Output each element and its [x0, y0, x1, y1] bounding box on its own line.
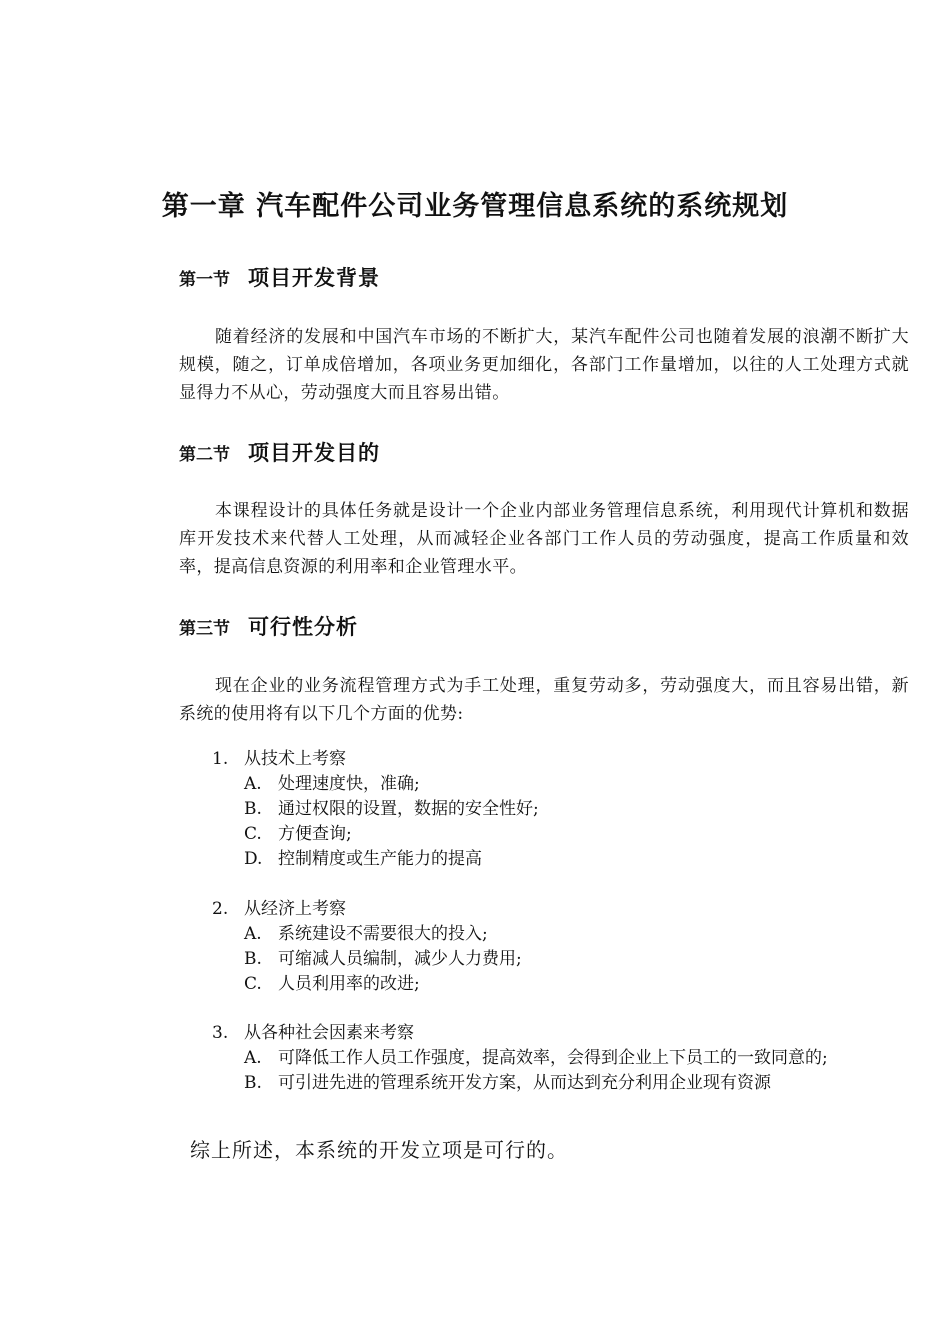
item-label: C. [244, 974, 262, 994]
section-number: 第一节 [179, 270, 230, 290]
item-text: 可缩减人员编制，减少人力费用; [278, 949, 522, 969]
list-item [212, 847, 539, 872]
list-item [212, 772, 539, 797]
list-item [212, 947, 522, 972]
section-number: 第三节 [179, 619, 230, 639]
item-text: 处理速度快，准确; [278, 774, 420, 794]
item-label: A. [244, 1048, 262, 1068]
list-technical [212, 747, 539, 872]
item-label: B. [244, 1073, 262, 1093]
list-number: 2. [212, 899, 229, 919]
list-social [212, 1021, 828, 1096]
list-heading [212, 897, 522, 922]
section-title: 可行性分析 [248, 614, 358, 639]
item-label: D. [244, 849, 263, 869]
list-heading [212, 747, 539, 772]
list-item [212, 1071, 828, 1096]
list-number: 1. [212, 749, 229, 769]
list-title: 从技术上考察 [244, 749, 346, 769]
item-text: 人员利用率的改进; [278, 974, 420, 994]
paragraph-feasibility: 现在企业的业务流程管理方式为手工处理，重复劳动多，劳动强度大，而且容易出错，新系统的使用将有以下几个方面的优势: [179, 676, 909, 724]
section-title: 项目开发目的 [248, 440, 380, 465]
list-item [212, 1046, 828, 1071]
section-number: 第二节 [179, 445, 230, 465]
section-title: 项目开发背景 [248, 265, 380, 290]
paragraph-background: 随着经济的发展和中国汽车市场的不断扩大，某汽车配件公司也随着发展的浪潮不断扩大规模，随之，订单成倍增加，各项业务更加细化，各部门工作量增加，以往的人工处理方式就显得力不从心，劳动强度大而且容易出错。 [179, 327, 909, 403]
paragraph-purpose: 本课程设计的具体任务就是设计一个企业内部业务管理信息系统，利用现代计算机和数据库开发技术来代替人工处理，从而减轻企业各部门工作人员的劳动强度，提高工作质量和效率，提高信息资源的利用率和企业管理水平。 [179, 501, 909, 577]
list-economic [212, 897, 522, 997]
chapter-title: 第一章 汽车配件公司业务管理信息系统的系统规划 [161, 191, 789, 222]
item-label: A. [244, 924, 262, 944]
item-text: 系统建设不需要很大的投入; [278, 924, 488, 944]
item-label: C. [244, 824, 262, 844]
list-item [212, 972, 522, 997]
item-label: A. [244, 774, 262, 794]
item-label: B. [244, 799, 262, 819]
section-heading-background [179, 262, 380, 292]
section-heading-feasibility [179, 611, 358, 641]
item-text: 通过权限的设置，数据的安全性好; [278, 799, 539, 819]
list-heading [212, 1021, 828, 1046]
list-item [212, 922, 522, 947]
list-title: 从各种社会因素来考察 [244, 1023, 414, 1043]
list-item [212, 822, 539, 847]
section-heading-purpose [179, 437, 380, 467]
item-text: 方便查询; [278, 824, 352, 844]
item-text: 可引进先进的管理系统开发方案，从而达到充分利用企业现有资源 [278, 1073, 771, 1093]
item-text: 可降低工作人员工作强度，提高效率，会得到企业上下员工的一致同意的; [278, 1048, 828, 1068]
conclusion: 综上所述，本系统的开发立项是可行的。 [190, 1138, 568, 1162]
item-label: B. [244, 949, 262, 969]
item-text: 控制精度或生产能力的提高 [278, 849, 482, 869]
list-number: 3. [212, 1023, 229, 1043]
list-title: 从经济上考察 [244, 899, 346, 919]
list-item [212, 797, 539, 822]
